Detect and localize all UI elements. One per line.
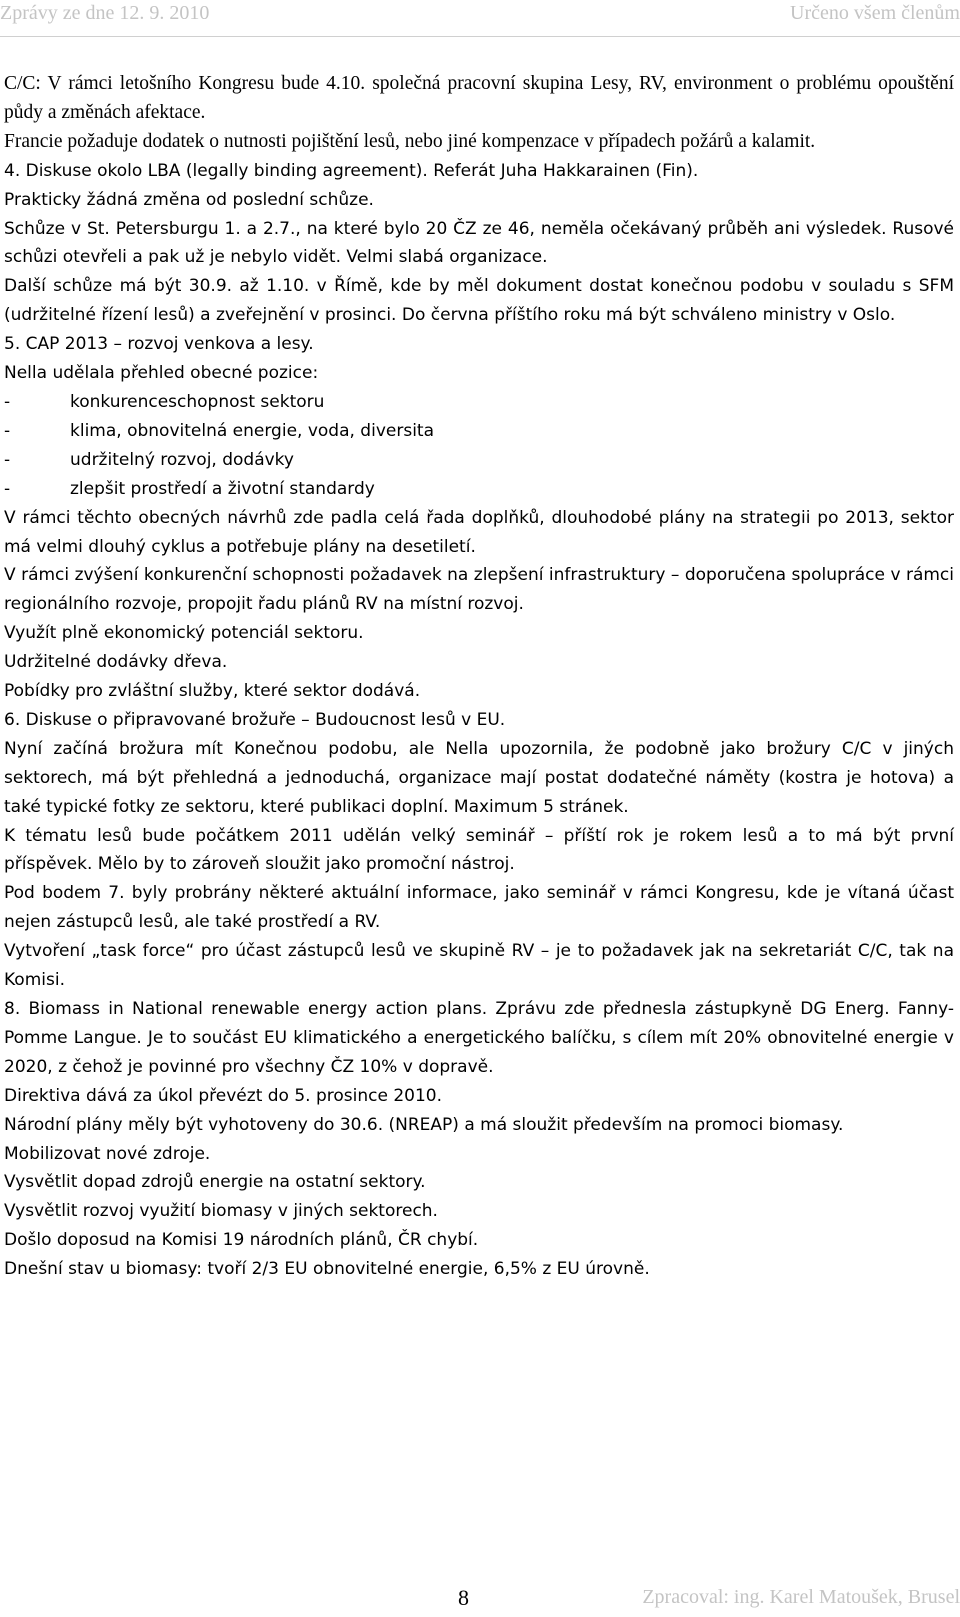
paragraph: Další schůze má být 30.9. až 1.10. v Římě, kde by měl dokument dostat konečnou podobu v souladu s SFM (udržitelné řízení lesů) a zveřejnění v prosinci. Do června příštího roku má být schváleno ministry v Oslo. [4, 276, 954, 326]
paragraph: Vysvětlit rozvoj využití biomasy v jiných sektorech. [4, 1201, 438, 1222]
paragraph: Udržitelné dodávky dřeva. [4, 652, 228, 673]
paragraph: V rámci zvýšení konkurenční schopnosti požadavek na zlepšení infrastruktury – doporučena spolupráce v rámci regionálního rozvoje, propojit řadu plánů RV na místní rozvoj. [4, 565, 954, 615]
paragraph: Dnešní stav u biomasy: tvoří 2/3 EU obnovitelné energie, 6,5% z EU úrovně. [4, 1259, 650, 1280]
list-item-text: konkurenceschopnost sektoru [70, 391, 325, 412]
paragraph: Prakticky žádná změna od poslední schůze. [4, 189, 374, 210]
paragraph: Došlo doposud na Komisi 19 národních plánů, ČR chybí. [4, 1230, 479, 1251]
document-body [4, 70, 954, 1284]
paragraph: 5. CAP 2013 – rozvoj venkova a lesy. [4, 334, 314, 355]
list-item-text: udržitelný rozvoj, dodávky [70, 449, 294, 470]
paragraph: Schůze v St. Petersburgu 1. a 2.7., na které bylo 20 ČZ ze 46, neměla očekávaný průběh ani výsledek. Rusové schůzi otevřeli a pak už je nebylo vidět. Velmi slabá organizace. [4, 218, 954, 268]
list-item: - konkurenceschopnost sektoru [4, 388, 954, 417]
paragraph: Vytvoření „task force“ pro účast zástupců lesů ve skupině RV – je to požadavek jak na sekretariát C/C, tak na Komisi. [4, 941, 954, 991]
footer-author: Zpracoval: ing. Karel Matoušek, Brusel [642, 1586, 960, 1608]
paragraph: Pobídky pro zvláštní služby, které sektor dodává. [4, 681, 421, 702]
paragraph: Vysvětlit dopad zdrojů energie na ostatní sektory. [4, 1172, 426, 1193]
list-item: - udržitelný rozvoj, dodávky [4, 446, 954, 475]
paragraph: Využít plně ekonomický potenciál sektoru. [4, 623, 364, 644]
list-item-text: zlepšit prostředí a životní standardy [70, 478, 375, 499]
position-list [4, 388, 954, 504]
paragraph: K tématu lesů bude počátkem 2011 udělán velký seminář – příští rok je rokem lesů a to má být první příspěvek. Mělo by to zároveň sloužit jako promoční nástroj. [4, 825, 954, 875]
list-item: - zlepšit prostředí a životní standardy [4, 475, 954, 504]
list-item-text: klima, obnovitelná energie, voda, diversita [70, 420, 434, 441]
paragraph: 8. Biomass in National renewable energy action plans. Zprávu zde přednesla zástupkyně DG Energ. Fanny-Pomme Langue. Je to součást EU klimatického a energetického balíčku, s cílem mít 20% obnovitelné energie v 2020, z čehož je povinné pro všechny ČZ 10% v dopravě. [4, 999, 954, 1077]
paragraph: Nella udělala přehled obecné pozice: [4, 363, 319, 384]
paragraph: Nyní začíná brožura mít Konečnou podobu, ale Nella upozornila, že podobně jako brožury C/C v jiných sektorech, má být přehledná a jednoduchá, organizace mají postat dodatečné náměty (kostra je hotova) a také typické fotky ze sektoru, které publikaci doplní. Maximum 5 stránek. [4, 738, 954, 817]
paragraph: 6. Diskuse o připravované brožuře – Budoucnost lesů v EU. [4, 709, 506, 730]
paragraph: Pod bodem 7. byly probrány některé aktuální informace, jako seminář v rámci Kongresu, kde je vítaná účast nejen zástupců lesů, ale také prostředí a RV. [4, 883, 954, 933]
header-audience: Určeno všem členům [790, 2, 960, 24]
header-date: Zprávy ze dne 12. 9. 2010 [0, 2, 210, 24]
paragraph: V rámci těchto obecných návrhů zde padla celá řada doplňků, dlouhodobé plány na strategii po 2013, sektor má velmi dlouhý cyklus a potřebuje plány na desetiletí. [4, 507, 954, 557]
paragraph: Národní plány měly být vyhotoveny do 30.6. (NREAP) a má sloužit především na promoci biomasy. [4, 1114, 844, 1135]
list-item: - klima, obnovitelná energie, voda, diversita [4, 417, 954, 446]
page-number: 8 [458, 1585, 469, 1610]
paragraph: Francie požaduje dodatek o nutnosti pojištění lesů, nebo jiné kompenzace v případech požárů a kalamit. [4, 130, 816, 152]
paragraph: Direktiva dává za úkol převézt do 5. prosince 2010. [4, 1085, 443, 1106]
paragraph: 4. Diskuse okolo LBA (legally binding agreement). Referát Juha Hakkarainen (Fin). [4, 160, 699, 181]
header-rule [0, 36, 960, 37]
paragraph: C/C: V rámci letošního Kongresu bude 4.10. společná pracovní skupina Lesy, RV, environment o problému opouštění půdy a změnách afektace. [4, 73, 954, 123]
page-footer [0, 1577, 960, 1617]
page-header [0, 0, 960, 34]
paragraph: Mobilizovat nové zdroje. [4, 1143, 211, 1164]
